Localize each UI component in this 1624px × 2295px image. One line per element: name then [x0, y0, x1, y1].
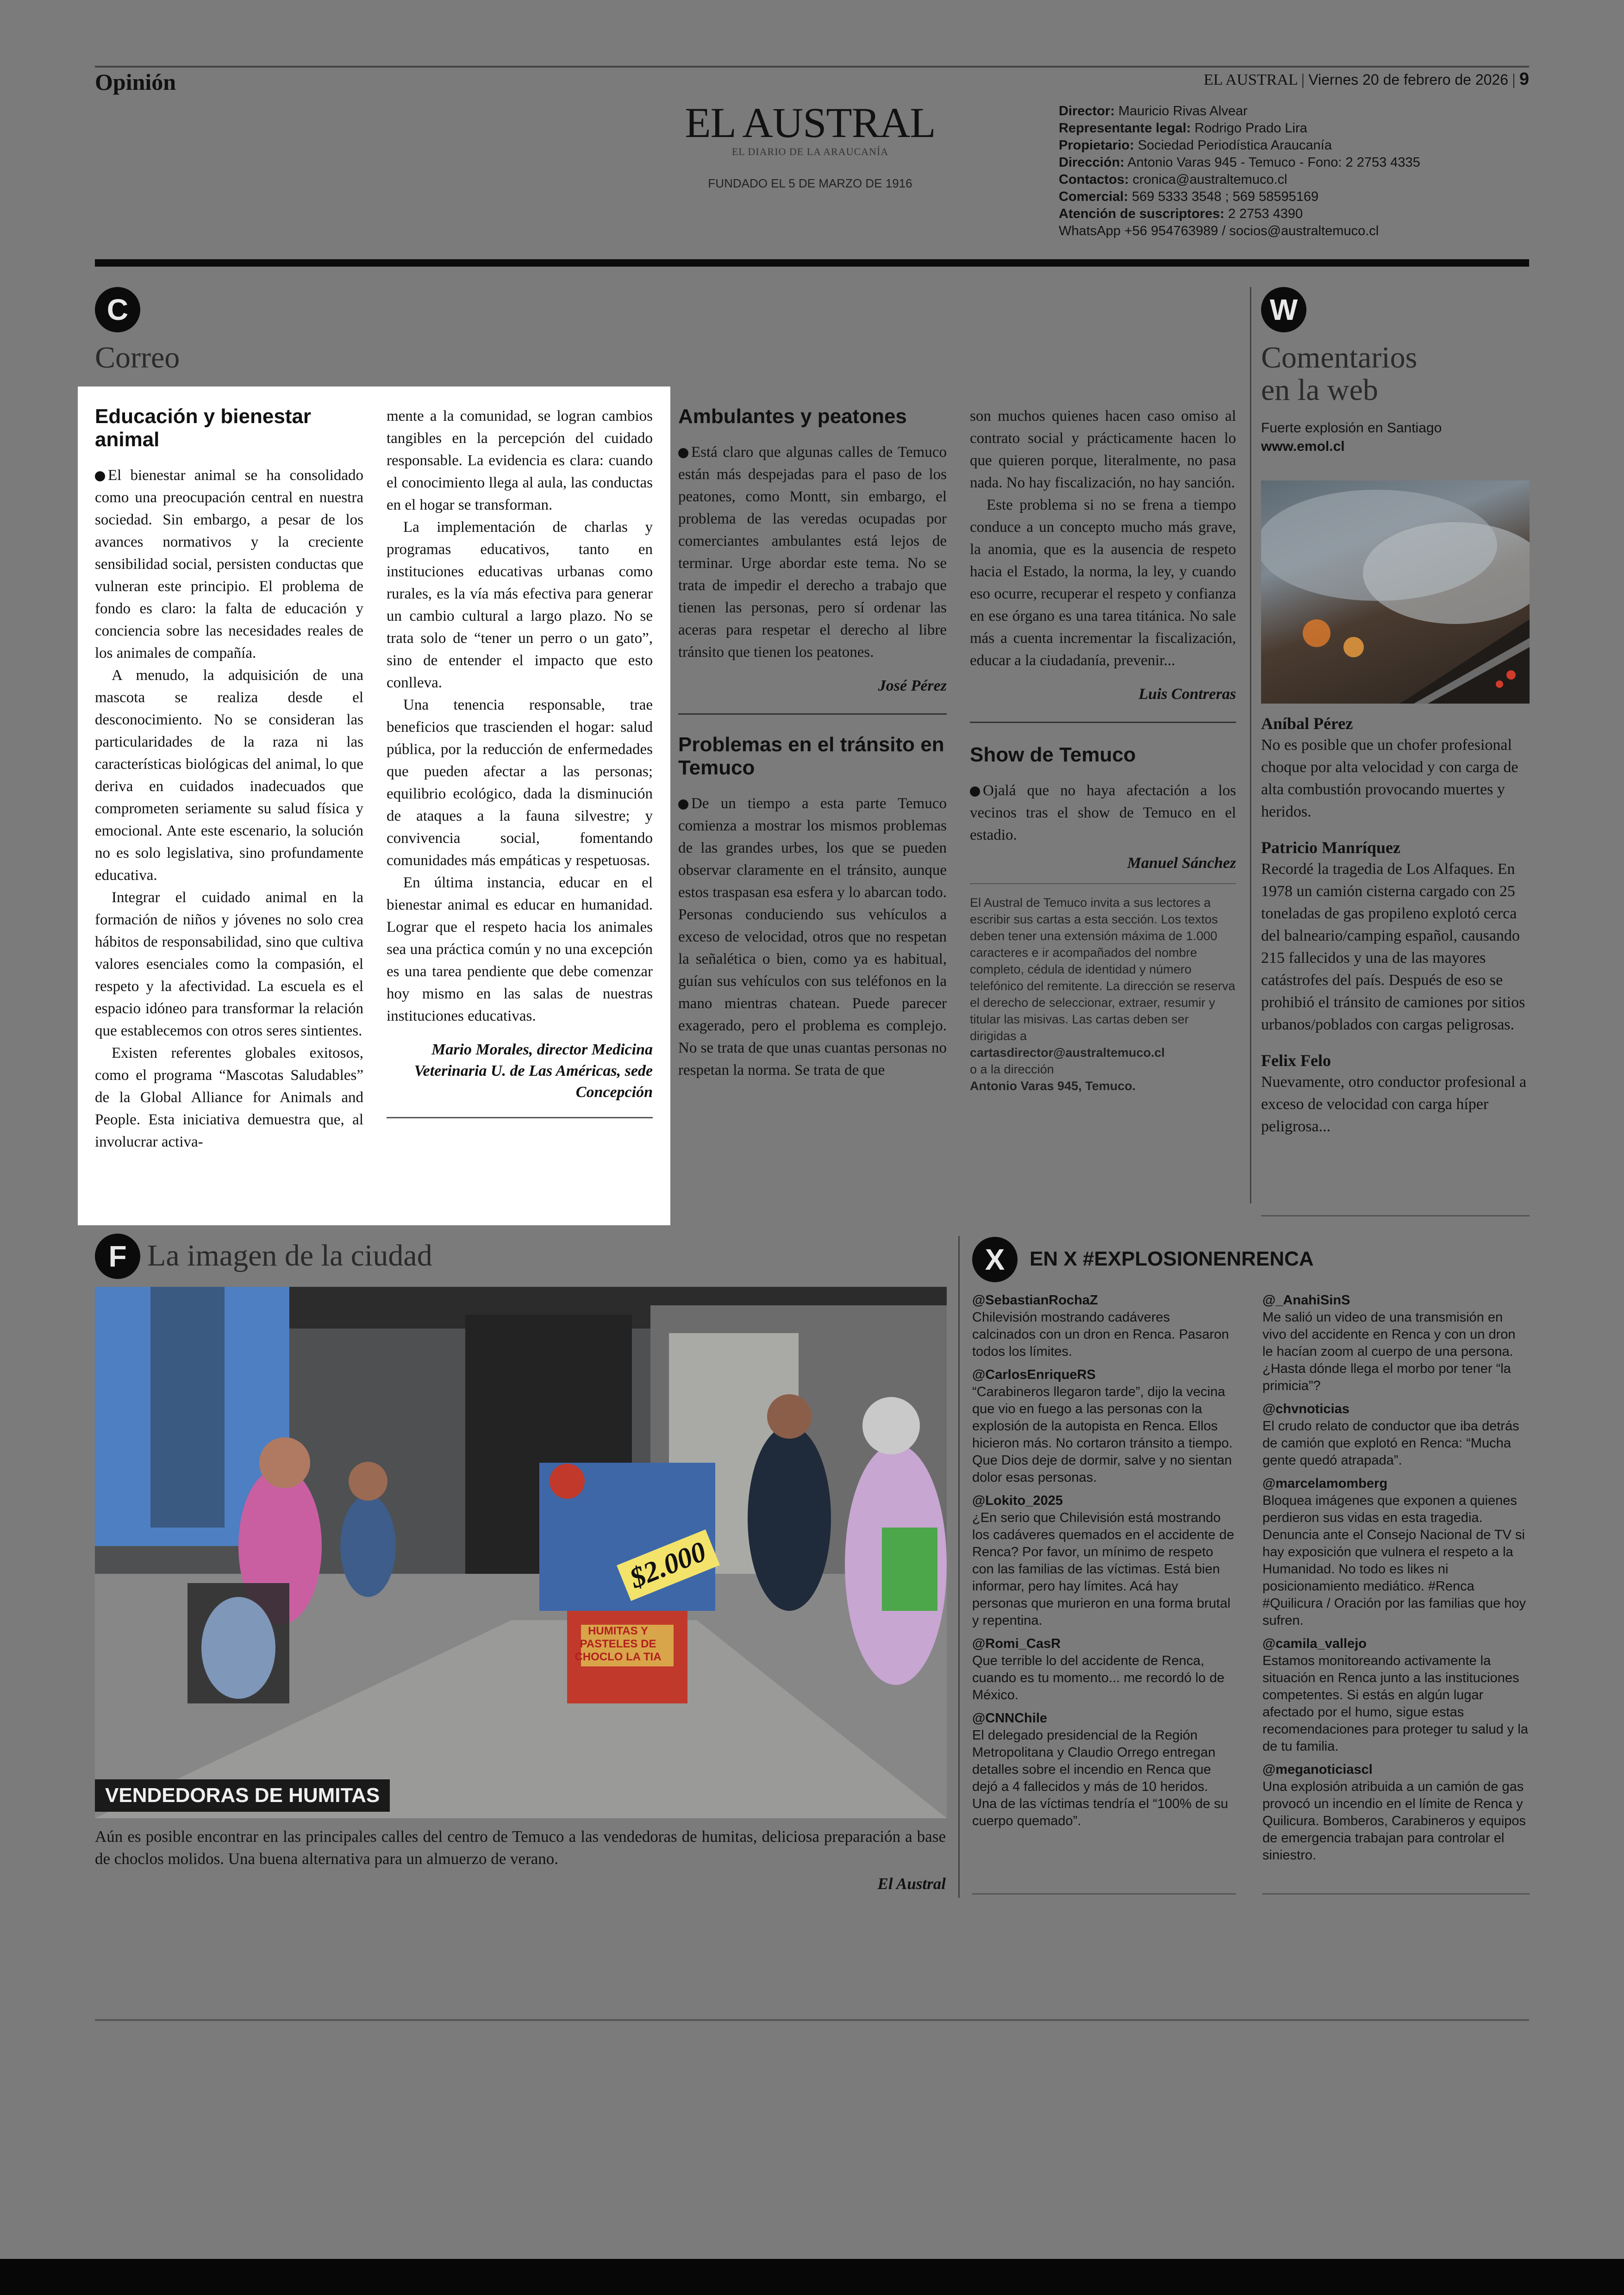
letter-text-content: De un tiempo a esta parte Temuco comienza a mostrar los mismos problemas de las grandes urbes, los que se pueden observar claramente en el tránsito, aunque estos traspasan esa esfera y lo abarcan todo. Personas conduciendo sus vehículos a exceso de velocidad, otros que no respetan la señalética o bien, como ya es habitual, guían sus vehículos con sus teléfonos en la mano mientras chatean. Puede parecer exagerado, pero el problema es complejo. No se trata de que unas cuantas personas no respetan la norma. Se trata de que: [678, 795, 947, 1079]
correo-title: Correo: [95, 341, 180, 374]
x-posts-col1: [972, 1291, 1236, 1835]
x-post-handle[interactable]: @Lokito_2025: [972, 1493, 1063, 1508]
x-bottom-rule-1: [972, 1893, 1236, 1895]
staff-row: [1059, 223, 1475, 240]
letter-educacion-col2: [387, 405, 653, 1118]
humitas-photo-svg: [95, 1287, 947, 1818]
web-comment-author: Aníbal Pérez: [1261, 714, 1353, 733]
staff-row: [1059, 154, 1475, 171]
bullet-icon: [678, 799, 688, 810]
x-post-handle[interactable]: @meganoticiascl: [1262, 1762, 1373, 1777]
letter-educacion: [95, 405, 363, 1153]
x-post-handle[interactable]: @camila_vallejo: [1262, 1636, 1367, 1651]
x-post-handle[interactable]: @CNNChile: [972, 1711, 1048, 1726]
staff-label: Propietario:: [1059, 138, 1134, 153]
web-comment-author: Felix Felo: [1261, 1051, 1331, 1070]
masthead: [671, 100, 949, 191]
staff-row: [1059, 188, 1475, 206]
x-post-text: Me salió un video de una transmisión en vivo del accidente en Renca y con un dron le hacían zoom al cuerpo de una persona. ¿Hasta dónde llega el morbo por tener “la primicia”?: [1262, 1310, 1516, 1393]
x-post-handle[interactable]: @CarlosEnriqueRS: [972, 1367, 1096, 1382]
notice-address: Antonio Varas 945, Temuco.: [970, 1079, 1136, 1093]
letter-divider: [678, 713, 947, 715]
x-post-text: Bloquea imágenes que exponen a quienes perdieron sus vidas en esta tragedia. Denuncia ante el Consejo Nacional de TV si hay exposición que vulnera el respeto a la Humanidad. No todo es likes ni posicionamiento mediático. #Renca #Quilicura / Oración por las familias que hoy sufren.: [1262, 1493, 1526, 1628]
x-post-handle[interactable]: @marcelamomberg: [1262, 1476, 1388, 1491]
web-title: [1261, 342, 1417, 406]
submission-notice: [970, 894, 1236, 1094]
letter-ambulantes: [678, 405, 947, 1081]
explosion-photo: [1261, 480, 1530, 704]
letter-text: [678, 792, 947, 1081]
letter-signature: Manuel Sánchez: [1127, 854, 1236, 872]
letter-text: son muchos quienes hacen caso omiso al contrato social y prácticamente hacen lo que quieren porque, literalmente, no pasa nada. No hay fiscalización, no hay sanción.: [970, 408, 1236, 491]
notice-email[interactable]: cartasdirector@australtemuco.cl: [970, 1046, 1165, 1060]
web-title-line2: en la web: [1261, 373, 1378, 407]
web-column-rule: [1250, 287, 1251, 1204]
humitas-photo: [95, 1287, 947, 1818]
letter-divider: [970, 722, 1236, 723]
dateline-paper: EL AUSTRAL: [1204, 71, 1298, 88]
page-bottom-bar: [0, 2259, 1624, 2295]
page-number: 9: [1519, 69, 1529, 89]
staff-row: [1059, 120, 1475, 137]
letter-body-col2: [387, 405, 653, 1027]
letter-paragraph-text: El bienestar animal se ha consolidado como una preocupación central en nuestra sociedad. Sin embargo, a pesar de los avances normativos y la creciente sensibilidad social, persisten conductas que vulneran este principio. El problema de fondo es claro: la falta de educación y conciencia sobre las necesidades reales de los animales de compañía.: [95, 467, 363, 661]
letter-signature: Luis Contreras: [1138, 686, 1236, 703]
x-post-handle[interactable]: @_AnahiSinS: [1262, 1293, 1350, 1308]
letter-headline: Ambulantes y peatones: [678, 405, 907, 428]
web-comment-text: Nuevamente, otro conductor profesional a exceso de velocidad con carga híper peligrosa...: [1261, 1073, 1527, 1135]
letter-divider: [970, 883, 1236, 884]
x-post-text: ¿En serio que Chilevisión está mostrando los cadáveres quemados en el accidente de Renca? Por favor, un mínimo de respeto con las familias de las víctimas. Está bien informar, pero hay límites. Acá hay personas que murieron en una forma brutal y repentina.: [972, 1510, 1234, 1628]
staff-label: Director:: [1059, 104, 1115, 118]
web-icon: W: [1261, 287, 1306, 332]
bullet-icon: [678, 448, 688, 458]
bullet-icon: [95, 471, 105, 481]
web-story-title: Fuerte explosión en Santiago: [1261, 420, 1442, 436]
staff-label: Contactos:: [1059, 172, 1129, 187]
notice-text: El Austral de Temuco invita a sus lectores a escribir sus cartas a esta sección. Los textos deben tener una extensión máxima de 1.000 caracteres e ir acompañados del nombre completo, cédula de identidad y número telefónico del remitente. La dirección se reserva el derecho de seleccionar, extraer, resumir y titular las misivas. Las cartas deben ser dirigidas a: [970, 896, 1236, 1043]
letter-paragraph-text: A menudo, la adquisición de una mascota se realiza desde el desconocimiento. No se consideran las particularidades de la raza ni las características biológicas del animal, lo que deriva en cuidados inadecuados que comprometen seriamente su salud física y emocional. Ante este escenario, la solución no es solo legislativa, sino profundamente educativa.: [95, 667, 363, 884]
photo-label: VENDEDORAS DE HUMITAS: [95, 1779, 390, 1812]
staff-value: 569 5333 3548 ; 569 58595169: [1131, 189, 1319, 204]
letter-text: Este problema si no se frena a tiempo conduce a un concepto mucho más grave, la anomia, que es la ausencia de respeto hacia el Estado, la norma, la ley, y cuando eso ocurre, recuperar el respeto y confianza en ese órgano es una tarea titánica. No sale más a cuenta incrementar la fiscalización, educar a la ciudadanía, prevenir...: [970, 497, 1236, 669]
letter-paragraph-text: Integrar el cuidado animal en la formación de niños y jóvenes no solo crea hábitos de responsabilidad, sino que cultiva valores esenciales como la compasión, el respeto y la afectividad. La escuela es el espacio idóneo para transformar la relación que establecemos con otros seres sintientes.: [95, 889, 363, 1039]
dateline-date: Viernes 20 de febrero de 2026: [1308, 71, 1509, 88]
web-site-link[interactable]: www.emol.cl: [1261, 439, 1345, 454]
x-posts-col2: [1262, 1291, 1530, 1870]
letter-paragraph-text: Una tenencia responsable, trae beneficios que trascienden el hogar: salud pública, por la reducción de enfermedades que pueden afectar a las personas; equilibrio ecológico, dada la disminución de ataques a la fauna silvestre; y convivencia social, fomentando comunidades más empáticas y respetuosas.: [387, 697, 653, 869]
city-image-title: La imagen de la ciudad: [147, 1239, 432, 1272]
notice-or: o a la dirección: [970, 1062, 1054, 1076]
photo-credit: El Austral: [877, 1875, 946, 1893]
letter-paragraph: [387, 405, 653, 516]
x-post-handle[interactable]: @Romi_CasR: [972, 1636, 1061, 1651]
letter-paragraph: [387, 516, 653, 694]
letter-paragraph: [95, 664, 363, 886]
founded-line: FUNDADO EL 5 DE MARZO DE 1916: [708, 176, 912, 190]
web-title-line1: Comentarios: [1261, 341, 1418, 374]
dateline: EL AUSTRAL | Viernes 20 de febrero de 2026 | 9: [1204, 69, 1529, 89]
letter-headline: Show de Temuco: [970, 743, 1136, 766]
correo-icon: C: [95, 287, 140, 332]
x-post-text: Una explosión atribuida a un camión de gas provocó un incendio en el límite de Renca y Quilicura. Bomberos, Carabineros y equipos de emergencia trabajan para controlar el siniestro.: [1262, 1779, 1526, 1863]
staff-row: [1059, 137, 1475, 154]
web-comment-text: No es posible que un chofer profesional choque por alta velocidad y con carga de alta combustión provocando muertes y heridos.: [1261, 736, 1518, 820]
letter-paragraph-text: En última instancia, educar en el bienestar animal es educar en humanidad. Lograr que el respeto hacia los animales sea una práctica común y no una excepción es una tarea pendiente que debe comenzar hoy mismo en las salas de nuestras instituciones educativas.: [387, 874, 653, 1024]
staff-row: [1059, 206, 1475, 223]
page-bottom-rule: [95, 2019, 1529, 2021]
staff-value: Antonio Varas 945 - Temuco - Fono: 2 2753 4335: [1127, 155, 1420, 170]
letter-end-rule: [387, 1117, 653, 1118]
staff-value: WhatsApp +56 954763989 / socios@australtemuco.cl: [1059, 224, 1379, 238]
staff-label: Dirección:: [1059, 155, 1124, 170]
letter-paragraph: [387, 872, 653, 1027]
x-icon: X: [972, 1237, 1018, 1282]
x-post-text: El delegado presidencial de la Región Metropolitana y Claudio Orrego entregan detalles sobre el incendio en Renca que dejó a 4 fallecidos y más de 10 heridos. Una de las víctimas tendría el “100% de su cuerpo quemado”.: [972, 1728, 1228, 1828]
x-post-text: El crudo relato de conductor que iba detrás de camión que explotó en Renca: “Mucha gente quedó atrapada”.: [1262, 1419, 1519, 1468]
staff-value: Mauricio Rivas Alvear: [1118, 104, 1248, 118]
city-image-icon: F: [95, 1234, 140, 1279]
x-post-handle[interactable]: @SebastianRochaZ: [972, 1293, 1098, 1308]
photo-caption: Aún es posible encontrar en las principales calles del centro de Temuco a las vendedoras de humitas, deliciosa preparación a base de choclos molidos. Una buena alternativa para un almuerzo de verano.: [95, 1827, 946, 1868]
letter-transito-cont: [970, 405, 1236, 1094]
staff-row: [1059, 171, 1475, 188]
section-label: Opinión: [95, 69, 176, 95]
letter-text: [970, 780, 1236, 846]
web-comment-text: Recordé la tragedia de Los Alfaques. En 1978 un camión cisterna cargado con 25 toneladas de gas propileno explotó cerca del balneario/camping español, causando 215 fallecidos y una de las mayores catástrofes del país. Después de eso se prohibió el tránsito de camiones por sitios urbanos/poblados con cargas peligrosas.: [1261, 861, 1525, 1033]
humitas-cart-sign: HUMITAS Y PASTELES DE CHOCLO LA TIA: [575, 1625, 662, 1663]
x-post-handle[interactable]: @chvnoticias: [1262, 1402, 1349, 1416]
explosion-photo-svg: [1261, 480, 1530, 704]
letter-paragraph: [387, 694, 653, 872]
x-post-text: “Carabineros llegaron tarde”, dijo la vecina que vio en fuego a las personas con la explosión de la autopista en Renca. Ellos hicieron más. No cortaron tránsito a tiempo. Que Dios deje de dormir, salve y no sientan dolor esas personas.: [972, 1384, 1233, 1485]
letter-signature: Mario Morales, director Medicina Veterinaria U. de Las Américas, sede Concepción: [414, 1041, 653, 1101]
header-top-rule: [95, 66, 1529, 68]
web-comment-author: Patricio Manríquez: [1261, 838, 1400, 857]
letter-paragraph: [95, 464, 363, 664]
web-comments: [1261, 713, 1530, 1138]
bullet-icon: [970, 786, 980, 797]
humitas-price-sign: $2.000: [617, 1529, 720, 1601]
staff-row: [1059, 103, 1475, 120]
staff-value: Sociedad Periodística Araucanía: [1137, 138, 1332, 153]
letter-headline: Problemas en el tránsito en Temuco: [678, 733, 944, 779]
web-story: [1261, 419, 1442, 456]
masthead-subtitle: EL DIARIO DE LA ARAUCANÍA: [731, 146, 889, 157]
staff-label: Atención de suscriptores:: [1059, 206, 1224, 221]
letter-paragraph-text: La implementación de charlas y programas educativos, tanto en instituciones educativas urbanas como rurales, es la vía más efectiva para generar un cambio cultural a largo plazo. No se trata solo de “tener un perro o un gato”, sino de entender el impacto que esto conlleva.: [387, 519, 653, 691]
staff-value: 2 2753 4390: [1228, 206, 1303, 221]
letter-body-col1: [95, 464, 363, 1153]
staff-box: [1059, 103, 1475, 240]
x-column-rule: [958, 1236, 960, 1898]
letter-headline: Educación y bienestar animal: [95, 405, 312, 451]
x-bottom-rule-2: [1262, 1893, 1530, 1895]
x-title: EN X #EXPLOSIONENRENCA: [1030, 1247, 1314, 1270]
x-post-text: Que terrible lo del accidente de Renca, cuando es tu momento... me recordó lo de México.: [972, 1653, 1224, 1703]
letter-paragraph-text: Existen referentes globales exitosos, como el programa “Mascotas Saludables” de la Global Alliance for Animals and People. Esta iniciativa demuestra que, al involucrar activa-: [95, 1045, 363, 1150]
x-post-text: Estamos monitoreando activamente la situación en Renca junto a las instituciones competentes. Si estás en algún lugar afectado por el humo, sigue estas recomendaciones para proteger tu salud y la de tu familia.: [1262, 1653, 1528, 1754]
letter-paragraph: [95, 1042, 363, 1153]
staff-value: cronica@australtemuco.cl: [1132, 172, 1287, 187]
letter-paragraph-text: mente a la comunidad, se logran cambios tangibles en la percepción del cuidado responsable. La evidencia es clara: cuando el conocimiento llega al aula, las conductas en el hogar se transforman.: [387, 408, 653, 513]
staff-label: Representante legal:: [1059, 121, 1191, 136]
letter-signature: José Pérez: [878, 677, 947, 694]
letter-paragraph: [95, 886, 363, 1042]
letter-text-content: Está claro que algunas calles de Temuco están más despejadas para el paso de los peatones, como Montt, sin embargo, el problema de las veredas ocupadas por comerciantes ambulantes está lejos de terminar. Urge abordar este tema. No se trata de impedir el derecho a trabajo que tienen las personas, pero sí ordenar las aceras para respetar el derecho al libre tránsito que tienen los peatones.: [678, 444, 947, 661]
staff-value: Rodrigo Prado Lira: [1194, 121, 1307, 136]
x-post-text: Chilevisión mostrando cadáveres calcinados con un dron en Renca. Pasaron todos los límites.: [972, 1310, 1229, 1359]
letter-text-content: Ojalá que no haya afectación a los vecinos tras el show de Temuco en el estadio.: [970, 782, 1236, 843]
staff-label: Comercial:: [1059, 189, 1128, 204]
header-bottom-rule: [95, 259, 1529, 267]
web-bottom-rule: [1261, 1215, 1530, 1216]
masthead-title: EL AUSTRAL: [685, 99, 936, 146]
letter-text: [678, 441, 947, 663]
